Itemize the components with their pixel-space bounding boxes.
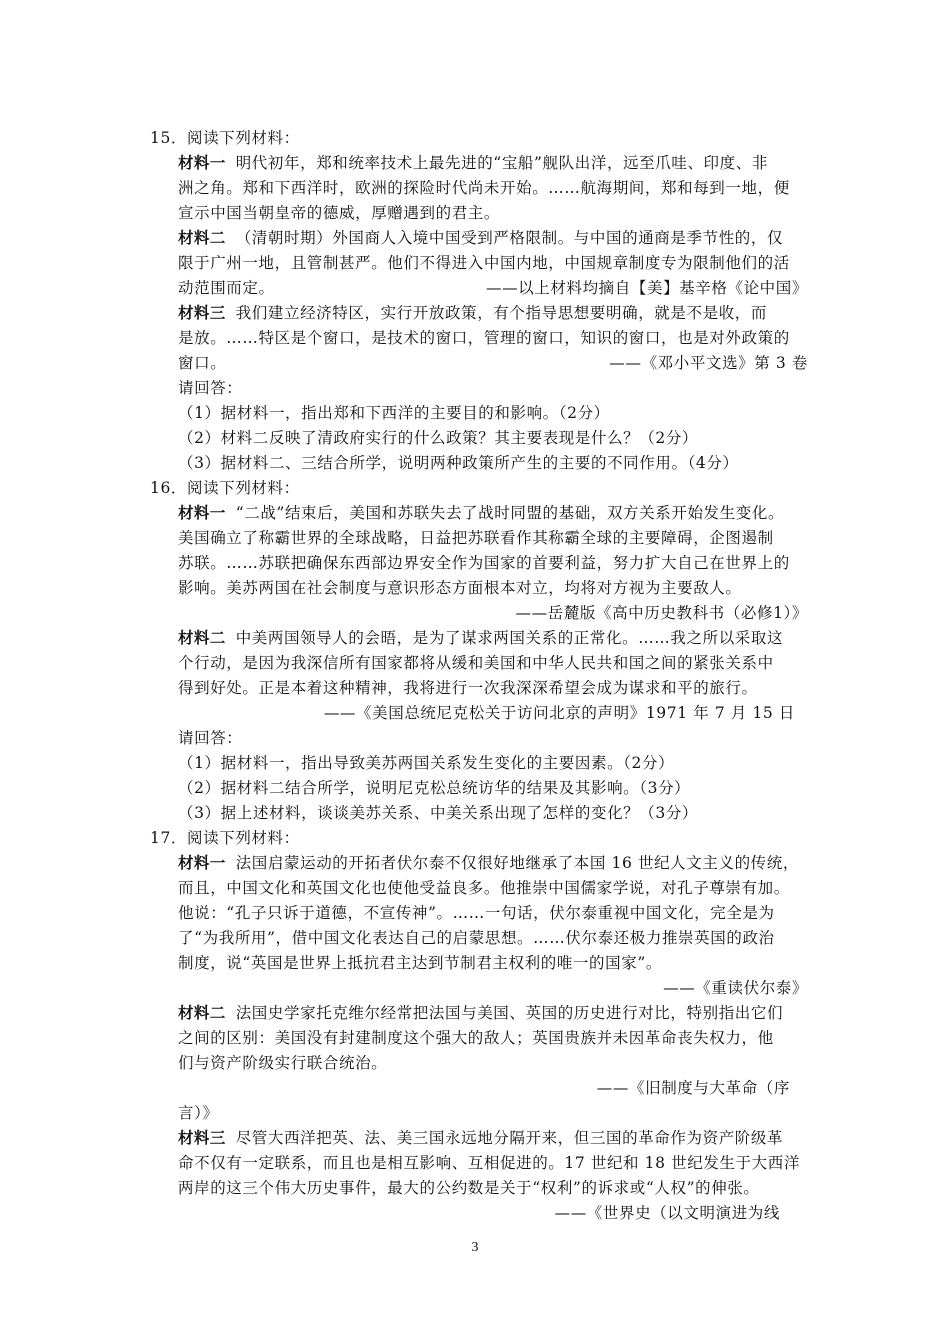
q15-material-1-text: 洲之角。郑和下西洋时，欧洲的探险时代尚未开始。……航海期间，郑和每到一地，便 bbox=[178, 179, 790, 197]
q15-material-3-label: 材料三 bbox=[178, 304, 226, 322]
q15-material-2-text: 动范围而定。 bbox=[178, 279, 275, 297]
q17-material-2-label: 材料二 bbox=[178, 1004, 226, 1022]
q17-material-1-text: 而且，中国文化和英国文化也使他受益良多。他推崇中国儒家学说，对孔子尊崇有加。 bbox=[178, 879, 790, 897]
q17-material-3-line: 材料三 尽管大西洋把英、法、美三国永远地分隔开来，但三国的革命作为资产阶级革 bbox=[178, 1129, 784, 1147]
q16-sub-question: （1）据材料一，指出导致美苏两国关系发生变化的主要因素。（2分） bbox=[178, 754, 675, 772]
q16-material-2-source: ——《美国总统尼克松关于访问北京的声明》1971 年 7 月 15 日 bbox=[323, 704, 795, 722]
q15-material-3-text: 是放。……特区是个窗口，是技术的窗口，管理的窗口，知识的窗口，也是对外政策的 bbox=[178, 329, 790, 347]
q17-material-3-source: ——《世界史（以文明演进为线 bbox=[554, 1204, 780, 1222]
q17-material-1-text: 了“为我所用”，借中国文化表达自己的启蒙思想。……伏尔泰还极力推崇英国的政治 bbox=[178, 929, 775, 947]
q15-sub-question: （2）材料二反映了清政府实行的什么政策？其主要表现是什么？（2分） bbox=[178, 429, 699, 447]
q16-material-1-source: ——岳麓版《高中历史教科书（必修1）》 bbox=[515, 604, 808, 622]
q16-material-2-label: 材料二 bbox=[178, 629, 226, 647]
q17-material-2-source-cont: 言）》 bbox=[178, 1104, 219, 1122]
q16-material-2-text: 得到好处。正是本着这种精神，我将进行一次我深深希望会成为谋求和平的旅行。 bbox=[178, 679, 758, 697]
q15-material-2-source: ——以上材料均摘自【美】基辛格《论中国》 bbox=[485, 279, 808, 297]
page-number: 3 bbox=[471, 1240, 479, 1255]
q17-material-1-line: 材料一 法国启蒙运动的开拓者伏尔泰不仅很好地继承了本国 16 世纪人文主义的传统， bbox=[178, 854, 799, 872]
q17-material-1-text: 制度，说“英国是世界上抵抗君主达到节制君主权利的唯一的国家”。 bbox=[178, 954, 662, 972]
q16-material-1-label: 材料一 bbox=[178, 504, 226, 522]
q17-material-2-text: 之间的区别：美国没有封建制度这个强大的敌人；英国贵族并未因革命丧失权力，他 bbox=[178, 1029, 774, 1047]
q17-material-1-label: 材料一 bbox=[178, 854, 226, 872]
q17-material-2-line: 材料二 法国史学家托克维尔经常把法国与美国、英国的历史进行对比，特别指出它们 bbox=[178, 1004, 784, 1022]
q15-sub-question: （1）据材料一，指出郑和下西洋的主要目的和影响。（2分） bbox=[178, 404, 610, 422]
q16-material-1-text: 影响。美苏两国在社会制度与意识形态方面根本对立，均将对方视为主要敌人。 bbox=[178, 579, 742, 597]
q16-material-1-text: 美国确立了称霸世界的全球战略，日益把苏联看作其称霸全球的主要障碍，企图遏制 bbox=[178, 529, 774, 547]
q15-material-2-line: 材料二 （清朝时期）外国商人入境中国受到严格限制。与中国的通商是季节性的，仅 bbox=[178, 229, 784, 247]
q16-material-2-line: 材料二 中美两国领导人的会晤，是为了谋求两国关系的正常化。……我之所以采取这 bbox=[178, 629, 784, 647]
q16-ask: 请回答： bbox=[178, 729, 243, 747]
q15-material-1-line: 材料一 明代初年，郑和统率技术上最先进的“宝船”舰队出洋，远至爪哇、印度、非 bbox=[178, 154, 768, 172]
q16-header: 16．阅读下列材料： bbox=[150, 479, 300, 497]
q17-material-3-label: 材料三 bbox=[178, 1129, 226, 1147]
q15-material-3-text: 窗口。 bbox=[178, 354, 227, 372]
q15-material-2-label: 材料二 bbox=[178, 229, 226, 247]
q15-material-1-label: 材料一 bbox=[178, 154, 226, 172]
q17-material-2-text: 们与资产阶级实行联合统治。 bbox=[178, 1054, 388, 1072]
q15-material-3-line: 材料三 我们建立经济特区，实行开放政策，有个指导思想要明确，就是不是收，而 bbox=[178, 304, 768, 322]
q16-material-2-text: 个行动，是因为我深信所有国家都将从缓和美国和中华人民共和国之间的紧张关系中 bbox=[178, 654, 774, 672]
q16-sub-question: （3）据上述材料，谈谈美苏关系、中美关系出现了怎样的变化？（3分） bbox=[178, 804, 699, 822]
q17-material-1-text: 他说：“孔子只诉于道德，不宣传神”。……一句话，伏尔泰重视中国文化，完全是为 bbox=[178, 904, 775, 922]
q17-material-3-text: 命不仅有一定联系，而且也是相互影响、互相促进的。17 世纪和 18 世纪发生于大西洋 bbox=[178, 1154, 800, 1172]
q15-header: 15．阅读下列材料： bbox=[150, 129, 300, 147]
q15-material-1-text: 宣示中国当朝皇帝的德威，厚赠遇到的君主。 bbox=[178, 204, 501, 222]
q15-material-3-source: ——《邓小平文选》第 3 卷 bbox=[609, 354, 808, 372]
q16-sub-question: （2）据材料二结合所学，说明尼克松总统访华的结果及其影响。（3分） bbox=[178, 779, 691, 797]
q16-material-1-text: 苏联。……苏联把确保东西部边界安全作为国家的首要利益，努力扩大自己在世界上的 bbox=[178, 554, 790, 572]
q17-material-3-text: 两岸的这三个伟大历史事件，最大的公约数是关于“权利”的诉求或“人权”的伸张。 bbox=[178, 1179, 760, 1197]
q17-header: 17．阅读下列材料： bbox=[150, 829, 300, 847]
q17-material-2-source: ——《旧制度与大革命（序 bbox=[596, 1079, 790, 1097]
q15-ask: 请回答： bbox=[178, 379, 243, 397]
q15-material-2-text: 限于广州一地，且管制甚严。他们不得进入中国内地，中国规章制度专为限制他们的活 bbox=[178, 254, 790, 272]
q17-material-1-source: ——《重读伏尔泰》 bbox=[663, 979, 808, 997]
q15-sub-question: （3）据材料二、三结合所学，说明两种政策所产生的主要的不同作用。（4分） bbox=[178, 454, 739, 472]
q16-material-1-line: 材料一 “二战”结束后，美国和苏联失去了战时同盟的基础，双方关系开始发生变化。 bbox=[178, 504, 785, 522]
